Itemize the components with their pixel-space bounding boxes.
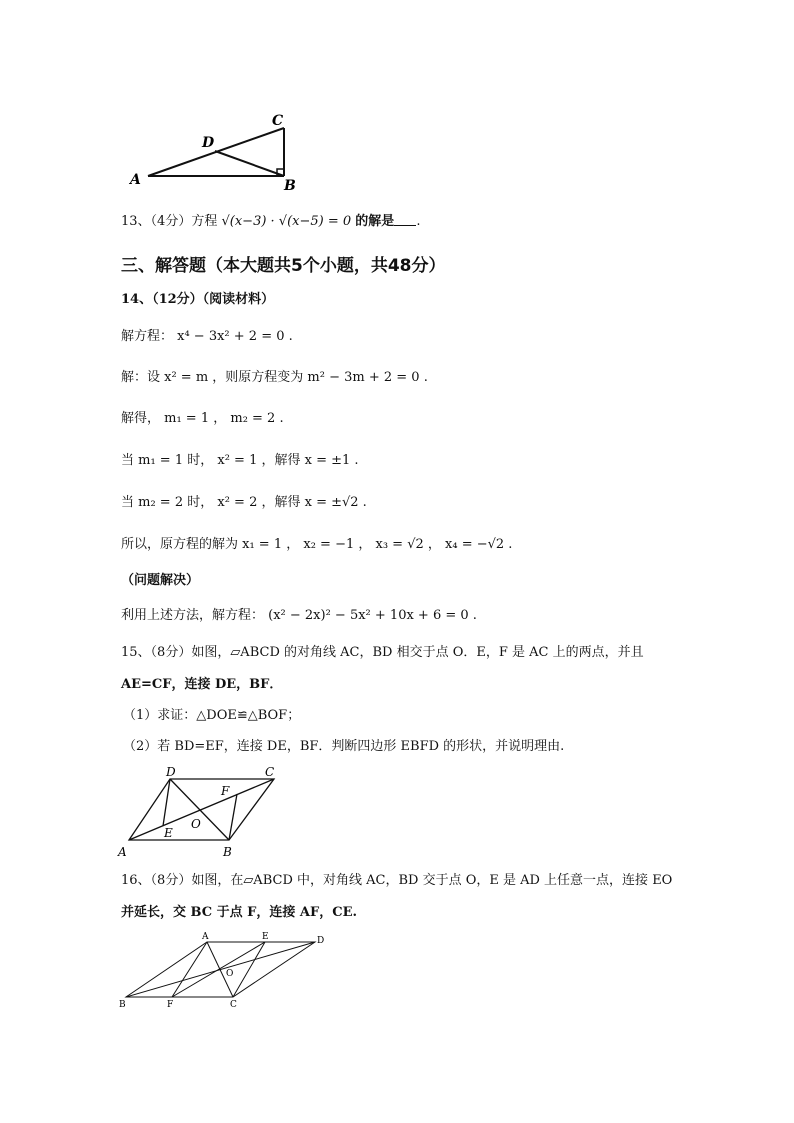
label-e: E: [164, 826, 173, 840]
label-e: E: [262, 932, 269, 942]
q13-answer-blank: [394, 213, 416, 226]
q14-line-2: 解：设 x² = m ，则原方程变为 m² − 3m + 2 = 0 .: [121, 370, 428, 385]
q13-number: 13、（4分）: [121, 214, 192, 229]
diagonal-bd: [126, 942, 315, 997]
label-d: D: [317, 936, 325, 946]
label-c: C: [272, 113, 284, 129]
q15-line-2: AE=CF，连接 DE，BF．: [121, 677, 283, 692]
q14-line-4: 当 m₁ = 1 时， x² = 1 ，解得 x = ±1 .: [121, 453, 359, 468]
q16-line-1: 16、（8分）如图，在▱ABCD 中，对角线 AC，BD 交于点 O，E 是 AD 上任意一点，连接 EO: [121, 873, 673, 888]
q15-part-2: （2）若 BD=EF，连接 DE，BF．判断四边形 EBFD 的形状，并说明理由.: [123, 739, 565, 754]
label-c: C: [265, 765, 275, 779]
label-d: D: [202, 135, 215, 151]
q14-line-6: 所以，原方程的解为 x₁ = 1 ， x₂ = −1 ， x₃ = √2 ， x₄ = −√2 .: [121, 537, 513, 552]
section-3-title: 三、解答题（本大题共5个小题，共48分）: [121, 256, 446, 276]
question-13: [121, 213, 420, 231]
label-o: O: [191, 817, 201, 831]
q16-line-2: 并延长，交 BC 于点 F，连接 AF，CE.: [121, 905, 358, 920]
segment-bf: [229, 794, 237, 840]
q15-part-1: （1）求证：△DOE≌△BOF；: [123, 708, 301, 723]
label-b: B: [119, 1000, 126, 1010]
q13-text-after: 的解是: [355, 214, 395, 229]
label-a: A: [118, 845, 127, 859]
q13-equation: √(x−3) · √(x−5) = 0: [221, 214, 352, 229]
segment-ef: [172, 942, 265, 997]
label-b: B: [284, 178, 296, 194]
label-a: A: [202, 932, 209, 942]
label-b: B: [223, 845, 232, 859]
q13-end: .: [416, 214, 421, 229]
label-a: A: [130, 172, 141, 188]
q14-line-3: 解得， m₁ = 1 ， m₂ = 2 .: [121, 411, 284, 426]
label-d: D: [166, 765, 176, 779]
segment-db: [215, 151, 284, 176]
q14-line-5: 当 m₂ = 2 时， x² = 2 ，解得 x = ±√2 .: [121, 495, 367, 510]
q14-task: 利用上述方法，解方程： (x² − 2x)² − 5x² + 10x + 6 = 0 .: [121, 608, 477, 623]
segment-af: [172, 942, 207, 997]
label-f: F: [221, 784, 230, 798]
figure-parallelogram-q16: [115, 930, 335, 1012]
q15-line-1: 15、（8分）如图，▱ABCD 的对角线 AC，BD 相交于点 O．E，F 是 AC 上的两点，并且: [121, 645, 644, 660]
label-o: O: [226, 969, 234, 979]
segment-ce: [233, 942, 265, 997]
segment-de: [163, 779, 170, 826]
figure-parallelogram-q15: [115, 762, 290, 860]
q13-text-before: 方程: [191, 214, 218, 229]
q14-header: 14、（12分）（阅读材料）: [121, 292, 275, 307]
label-f: F: [167, 1000, 174, 1010]
label-c: C: [230, 1000, 237, 1010]
figure-triangle-abc: [120, 105, 320, 200]
q14-line-1: 解方程： x⁴ − 3x² + 2 = 0 .: [121, 329, 293, 344]
q14-subheader: （问题解决）: [121, 573, 200, 588]
